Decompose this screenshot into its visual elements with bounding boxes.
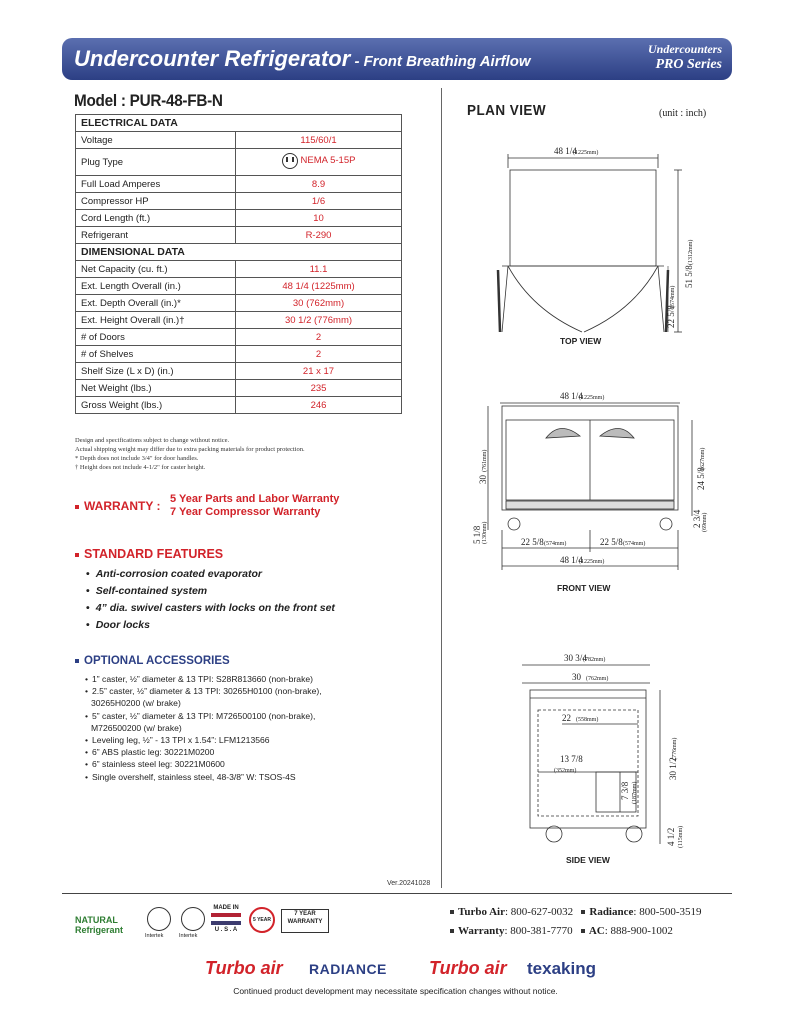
refrigerant-text: Refrigerant <box>75 925 124 935</box>
phone-number: 800-500-3519 <box>639 906 702 918</box>
top-door-mm: (574mm) <box>670 285 676 308</box>
front-width-mm: (1225mm) <box>579 395 605 401</box>
list-item-cont: M726500200 (w/ brake) <box>91 722 182 733</box>
certification-logos <box>75 907 415 947</box>
front-door-h-mm: (627mm) <box>700 447 706 470</box>
phone-number: 800-381-7770 <box>510 925 573 937</box>
side-caster-mm: (115mm) <box>678 825 684 848</box>
top-width-mm: (1225mm) <box>573 150 599 156</box>
warranty-label-wrap <box>75 499 160 513</box>
five-year-badge <box>249 907 275 933</box>
spec-label: Ext. Length Overall (in.) <box>76 278 236 295</box>
spec-notes <box>75 436 305 472</box>
spec-label: Ext. Depth Overall (in.)* <box>76 295 236 312</box>
spec-label: Full Load Amperes <box>76 176 236 193</box>
plug-icon <box>282 153 298 169</box>
seven-year-text: 7 YEAR <box>294 911 316 917</box>
spec-value: 10 <box>236 210 402 227</box>
front-height-mm: (761mm) <box>482 449 488 472</box>
standard-features-title <box>75 547 223 561</box>
side-step-depth-dim: 13 7/8 <box>560 754 583 764</box>
plan-drawings <box>442 120 742 890</box>
spec-value: 115/60/1 <box>236 132 402 149</box>
top-width-dim: 48 1/4 <box>554 146 577 156</box>
spec-label: Net Capacity (cu. ft.) <box>76 261 236 278</box>
model-heading: Model : PUR-48-FB-N <box>74 91 223 110</box>
front-bottom-width-mm: (1225mm) <box>579 559 605 565</box>
spec-label: # of Doors <box>76 329 236 346</box>
spec-table <box>75 114 402 414</box>
top-view-label: TOP VIEW <box>560 336 602 346</box>
warranty-text <box>170 493 339 519</box>
spec-value: 8.9 <box>236 176 402 193</box>
top-view-drawing <box>498 154 682 332</box>
spec-label: Gross Weight (lbs.) <box>76 397 236 414</box>
dimensional-header: DIMENSIONAL DATA <box>76 244 402 261</box>
texaking-logo: texaking <box>527 959 596 978</box>
spec-label: Cord Length (ft.) <box>76 210 236 227</box>
front-door-left-dim: 22 5/8 <box>521 537 544 547</box>
spec-label: Refrigerant <box>76 227 236 244</box>
title-sub: - Front Breathing Airflow <box>350 53 531 70</box>
seven-year-badge <box>281 909 329 933</box>
front-grille-mm: (69mm) <box>702 512 708 532</box>
optional-accessories-heading: OPTIONAL ACCESSORIES <box>84 655 230 667</box>
side-step-h-mm: (187mm) <box>632 781 638 804</box>
note: Actual shipping weight may differ due to extra packing materials for product protection. <box>75 446 305 453</box>
plug-type-value: NEMA 5-15P <box>300 155 356 166</box>
spec-value: 235 <box>236 380 402 397</box>
spec-label: Shelf Size (L x D) (in.) <box>76 363 236 380</box>
side-depth-overall-mm: (782mm) <box>583 657 606 663</box>
spec-value: 246 <box>236 397 402 414</box>
front-height-dim: 30 <box>478 475 488 484</box>
front-view-drawing <box>488 403 692 570</box>
electrical-header: ELECTRICAL DATA <box>76 115 402 132</box>
footer-divider <box>62 893 732 894</box>
flag-icon <box>211 913 241 925</box>
spec-label: Compressor HP <box>76 193 236 210</box>
front-width-dim: 48 1/4 <box>560 391 583 401</box>
header-banner <box>62 38 732 80</box>
side-view-label: SIDE VIEW <box>566 855 610 865</box>
spec-value-plug <box>236 149 402 176</box>
front-base-dim: 5 1/8 <box>472 525 482 544</box>
front-base-mm: (130mm) <box>482 521 488 544</box>
list-item: • 5” caster, ½” diameter & 13 TPI: M726500100 (non-brake), <box>85 710 322 722</box>
spec-value: 48 1/4 (1225mm) <box>236 278 402 295</box>
brand-logos <box>205 958 630 982</box>
list-item: • 4” dia. swivel casters with locks on the front set <box>86 600 335 617</box>
front-door-left-mm: (574mm) <box>544 541 567 547</box>
etl-icon <box>147 907 171 931</box>
spec-value: 30 1/2 (776mm) <box>236 312 402 329</box>
phone-number: 800-627-0032 <box>510 906 574 918</box>
note: † Height does not include 4-1/2" for caster height. <box>75 464 206 471</box>
front-door-right-dim: 22 5/8 <box>600 537 623 547</box>
contact-ac: AC: 888-900-1002 <box>581 925 673 937</box>
side-height-mm: (776mm) <box>672 737 678 760</box>
natural-text: NATURAL <box>75 915 118 925</box>
spec-value: 2 <box>236 329 402 346</box>
made-in-usa-logo <box>211 905 241 933</box>
contact-radiance: Radiance: 800-500-3519 <box>581 906 701 918</box>
made-in-text: MADE IN <box>213 905 239 911</box>
footer-disclaimer: Continued product development may necessitate specification changes without notice. <box>233 986 558 996</box>
side-inner-depth-dim: 22 <box>562 713 571 723</box>
side-depth-dim: 30 <box>572 672 581 682</box>
radiance-logo: RADIANCE <box>309 961 387 977</box>
spec-value: 2 <box>236 346 402 363</box>
list-item: • 6” stainless steel leg: 30221M0600 <box>85 758 322 770</box>
title-main: Undercounter Refrigerator <box>74 46 351 71</box>
spec-value: R-290 <box>236 227 402 244</box>
front-view-label: FRONT VIEW <box>557 583 611 593</box>
spec-value: 21 x 17 <box>236 363 402 380</box>
version-text: Ver.20241028 <box>387 880 431 887</box>
side-step-h-dim: 7 3/8 <box>620 781 630 800</box>
five-year-text: 5 YEAR <box>253 917 271 923</box>
side-step-depth-mm: (352mm) <box>554 768 577 774</box>
etl-sanitation-icon <box>181 907 205 931</box>
bullet-icon <box>75 553 79 557</box>
front-bottom-width-dim: 48 1/4 <box>560 555 583 565</box>
bullet-icon <box>75 505 79 509</box>
list-item: • 1” caster, ½” diameter & 13 TPI: S28R813660 (non-brake) <box>85 673 322 685</box>
contacts <box>450 903 702 941</box>
warranty-line2: 7 Year Compressor Warranty <box>170 506 321 518</box>
spec-label: # of Shelves <box>76 346 236 363</box>
top-depth-mm: (1312mm) <box>688 239 694 265</box>
list-item: • Self-contained system <box>86 583 335 600</box>
list-item: • Single overshelf, stainless steel, 48-3/8” W: TSOS-4S <box>85 771 322 783</box>
series-line1: Undercounters <box>647 42 722 56</box>
turbo-air-logo: Turbo air <box>205 958 283 978</box>
side-depth-overall-dim: 30 3/4 <box>564 653 587 663</box>
warranty-small-text: WARRANTY <box>287 919 323 925</box>
list-item: • Anti-corrosion coated evaporator <box>86 566 335 583</box>
side-height-dim: 30 1/2 <box>668 757 678 780</box>
side-caster-dim: 4 1/2 <box>666 827 676 846</box>
spec-value: 11.1 <box>236 261 402 278</box>
product-title <box>74 46 531 72</box>
list-item: • 2.5” caster, ½” diameter & 13 TPI: 30265H0100 (non-brake), <box>85 685 322 697</box>
standard-features-heading: STANDARD FEATURES <box>84 547 224 561</box>
side-view-drawing <box>522 665 660 844</box>
series-badge <box>648 42 722 72</box>
list-item: • Leveling leg, ½” - 13 TPI x 1.54”: LFM1213566 <box>85 734 322 746</box>
top-depth-dim: 51 5/8 <box>684 265 694 288</box>
natural-refrigerant-logo <box>75 915 123 935</box>
bullet-icon <box>75 659 79 663</box>
top-door-dim: 22 5/8 <box>666 305 676 328</box>
optional-accessories-title <box>75 655 230 667</box>
intertek-text-1: Intertek <box>145 933 164 939</box>
warranty-label: WARRANTY : <box>84 499 161 513</box>
warranty-line1: 5 Year Parts and Labor Warranty <box>170 493 340 505</box>
contact-turbo: Turbo Air: 800-627-0032 <box>450 906 573 918</box>
standard-features-list <box>86 566 335 634</box>
front-grille-dim: 2 3/4 <box>692 509 702 528</box>
front-door-h-dim: 24 5/8 <box>696 467 706 490</box>
turbo-air-logo-2: Turbo air <box>429 958 507 978</box>
front-door-right-mm: (574mm) <box>623 541 646 547</box>
list-item-cont: 30265H0200 (w/ brake) <box>91 698 181 709</box>
spec-label: Net Weight (lbs.) <box>76 380 236 397</box>
phone-number: 888-900-1002 <box>610 925 673 937</box>
spec-value: 30 (762mm) <box>236 295 402 312</box>
side-inner-depth-mm: (558mm) <box>576 717 599 723</box>
spec-label: Plug Type <box>76 149 236 176</box>
note: * Depth does not include 3/4" for door handles. <box>75 455 199 462</box>
contact-warranty: Warranty: 800-381-7770 <box>450 925 573 937</box>
list-item: • Door locks <box>86 617 335 634</box>
plan-view-title: PLAN VIEW <box>467 102 547 119</box>
unit-note: (unit : inch) <box>659 108 707 119</box>
series-line2: PRO Series <box>655 57 722 72</box>
optional-accessories-list <box>85 673 322 783</box>
spec-value: 1/6 <box>236 193 402 210</box>
intertek-text-2: Intertek <box>179 933 198 939</box>
spec-label: Voltage <box>76 132 236 149</box>
side-depth-mm: (762mm) <box>586 676 609 682</box>
usa-text: U . S . A <box>214 927 238 933</box>
spec-label: Ext. Height Overall (in.)† <box>76 312 236 329</box>
list-item: • 6” ABS plastic leg: 30221M0200 <box>85 746 322 758</box>
note: Design and specifications subject to change without notice. <box>75 437 230 444</box>
